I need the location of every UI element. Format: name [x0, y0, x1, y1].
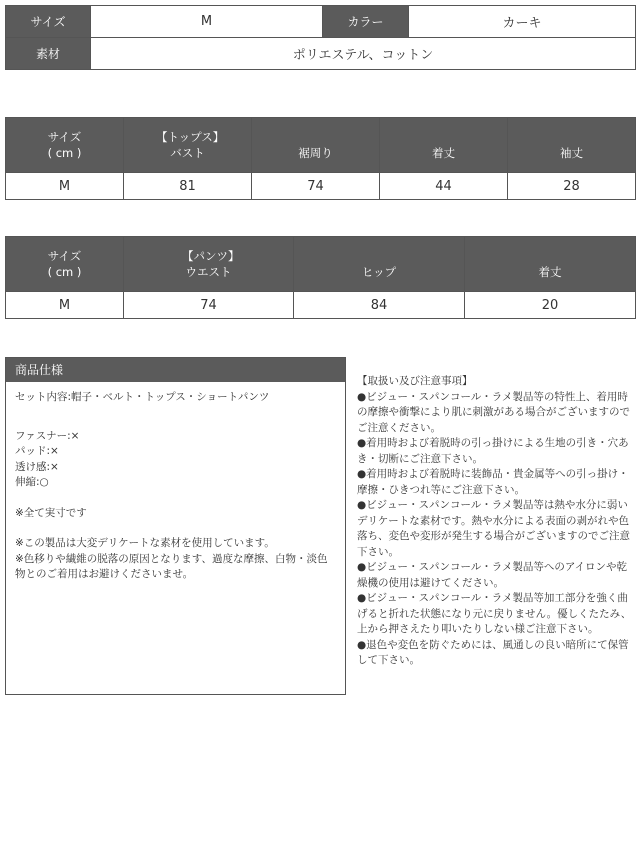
tops-col-bust: [124, 118, 252, 173]
pants-group-label: 【パンツ】: [182, 249, 240, 263]
pants-header-row: [6, 237, 636, 292]
tops-bust-value: 81: [124, 173, 252, 200]
care-title: 【取扱い及び注意事項】: [357, 375, 473, 387]
tops-col-length: 着丈: [380, 118, 508, 173]
tops-col-sleeve: 袖丈: [508, 118, 636, 173]
tops-col-hem: 裾周り: [252, 118, 380, 173]
product-info-table: [5, 5, 636, 70]
pants-col-hip: ヒップ: [294, 237, 465, 292]
care-item: ●着用時および着脱時の引っ掛けによる生地の引き・穴あき・切断にご注意下さい。: [357, 437, 629, 465]
pants-size-header: [6, 237, 124, 292]
pants-waist-value: 74: [124, 292, 294, 319]
tops-size-header: [6, 118, 124, 173]
spec-note-color-transfer: ※色移りや繊維の脱落の原因となります、過度な摩擦、白物・淡色物とのご着用はお避けくださいませ。: [15, 552, 328, 580]
care-item: ●ビジュー・スパンコール・ラメ製品等の特性上、着用時の摩擦や衝撃により肌に刺激がある場合がございますのでご注意ください。: [357, 390, 630, 434]
pants-size-table: [5, 236, 636, 319]
spec-note-delicate: ※この製品は大変デリケートな素材を使用しています。: [15, 537, 275, 549]
material-label: 素材: [6, 38, 91, 70]
care-item: ●着用時および着脱時に装飾品・貴金属等への引っ掛け・摩擦・ひきつれ等にご注意下さい。: [357, 468, 629, 496]
color-label: カラー: [323, 6, 409, 38]
spec-body: [6, 382, 345, 591]
pants-size-label: サイズ: [47, 249, 82, 263]
pants-value-row: [6, 292, 636, 319]
tops-header-row: [6, 118, 636, 173]
pants-length-value: 20: [465, 292, 636, 319]
tops-col-bust-label: バスト: [170, 146, 205, 160]
care-item: ●ビジュー・スパンコール・ラメ製品等加工部分を強く曲げると折れた状態になり元に戻りません。優しくたたみ、上から押さえたり叩いたりしない様ご注意下さい。: [357, 592, 632, 635]
spec-fastener: ファスナー:×: [15, 429, 80, 442]
tops-hem-value: 74: [252, 173, 380, 200]
pants-hip-value: 84: [294, 292, 465, 319]
pants-col-length: 着丈: [465, 237, 636, 292]
pants-row-size: M: [6, 292, 124, 319]
size-label: サイズ: [6, 6, 91, 38]
color-value: カーキ: [409, 6, 636, 38]
product-spec-box: [5, 357, 346, 695]
material-row: [6, 38, 636, 70]
care-instructions: [357, 374, 635, 669]
tops-unit-label: ( cm ): [47, 146, 82, 160]
care-item: ●ビジュー・スパンコール・ラメ製品等は熱や水分に弱いデリケートな素材です。熱や水分による表面の剥がれや色落ち、変色や変形が発生する場合がございますのでご注意下さい。: [357, 499, 630, 558]
material-value: ポリエステル、コットン: [91, 38, 636, 70]
care-item: ●ビジュー・スパンコール・ラメ製品等へのアイロンや乾燥機の使用は避けてください。: [357, 561, 627, 589]
pants-unit-label: ( cm ): [47, 265, 82, 279]
pants-col-waist-label: ウエスト: [185, 265, 232, 279]
tops-group-label: 【トップス】: [156, 130, 225, 144]
tops-sleeve-value: 28: [508, 173, 636, 200]
spec-stretch: 伸縮:○: [15, 476, 49, 488]
tops-row-size: M: [6, 173, 124, 200]
tops-size-label: サイズ: [47, 130, 82, 144]
pants-col-waist: [124, 237, 294, 292]
spec-title: 商品仕様: [6, 358, 345, 382]
tops-length-value: 44: [380, 173, 508, 200]
tops-size-table: [5, 117, 636, 200]
spec-pad: パッド:×: [15, 445, 59, 457]
spec-actual-size-note: ※全て実寸です: [15, 506, 87, 519]
care-item: ●退色や変色を防ぐためには、風通しの良い暗所にて保管して下さい。: [357, 638, 629, 666]
size-value: M: [91, 6, 323, 38]
tops-value-row: [6, 173, 636, 200]
spec-sheer: 透け感:×: [15, 460, 59, 473]
size-color-row: [6, 6, 636, 38]
spec-set-contents: セット内容:帽子・ベルト・トップス・ショートパンツ: [15, 391, 270, 403]
